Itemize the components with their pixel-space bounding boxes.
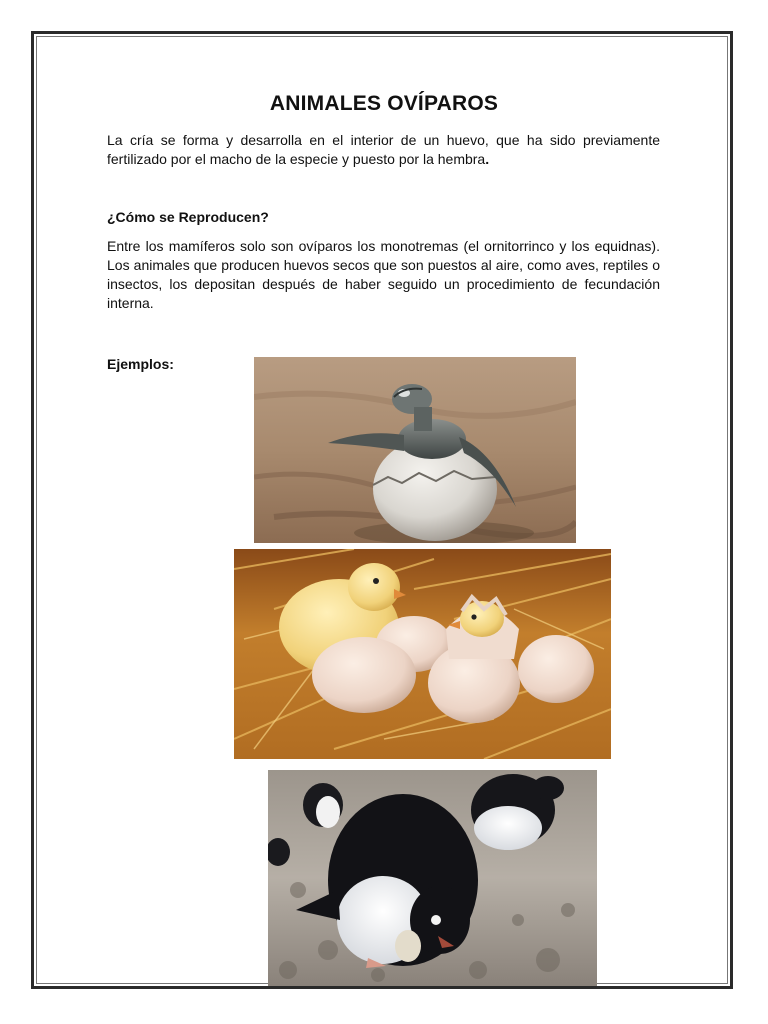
intro-paragraph [107, 131, 660, 169]
section-heading: ¿Cómo se Reproducen? [107, 209, 269, 225]
turtle-hatching-photo [254, 357, 576, 543]
chicks-hatching-photo [234, 549, 611, 759]
intro-period: . [485, 151, 490, 167]
intro-text: La cría se forma y desarrolla en el interior de un huevo, que ha sido previamente fertilizado por el macho de la especie y puesto por la hembra [107, 132, 660, 167]
page-title: ANIMALES OVÍPAROS [269, 92, 499, 115]
examples-heading: Ejemplos: [107, 356, 174, 372]
penguin-egg-photo [268, 770, 597, 986]
section-paragraph: Entre los mamíferos solo son ovíparos los monotremas (el ornitorrinco y los equidnas). Los animales que producen huevos secos que son puestos al aire, como aves, reptiles o insectos, los depositan después de haber seguido un procedimiento de fecundación interna. [107, 238, 660, 311]
